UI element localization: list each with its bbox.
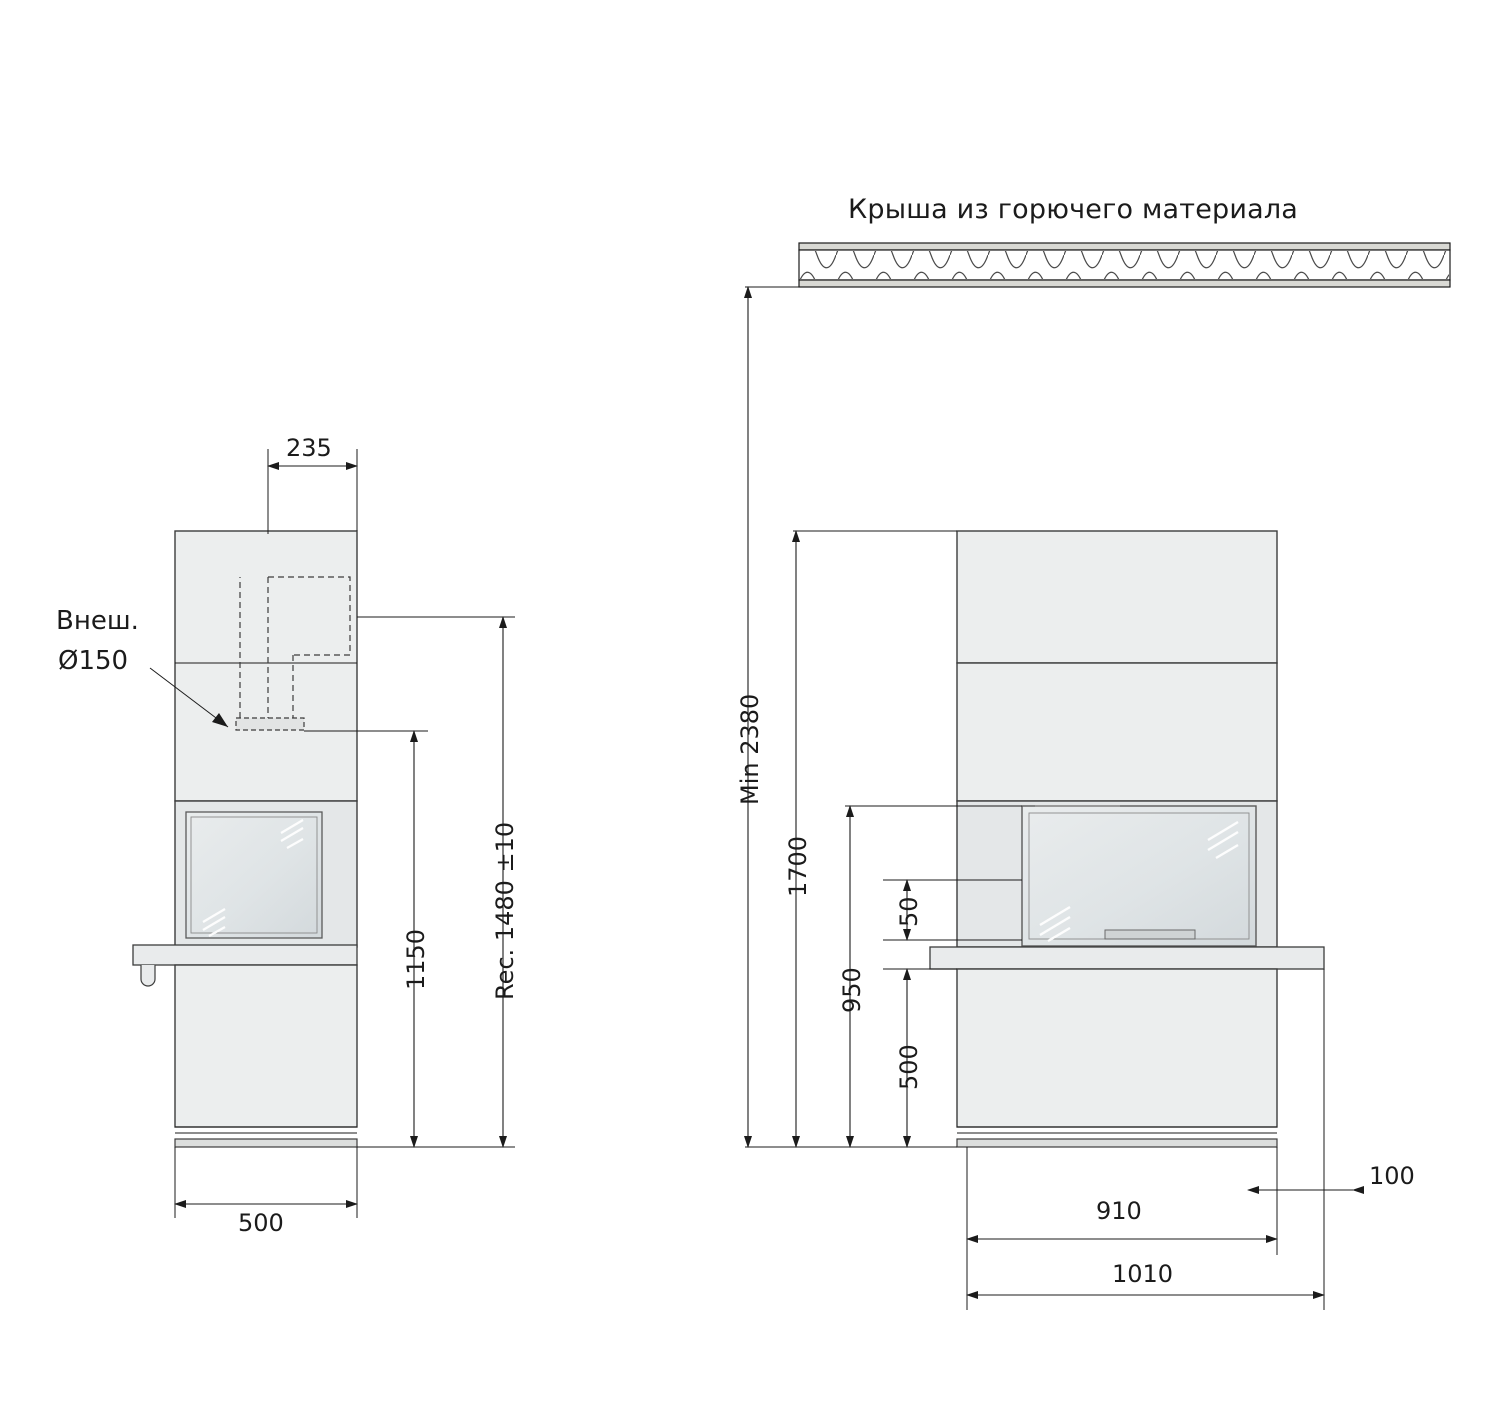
side-view-geometry xyxy=(133,531,357,1147)
dim-label-910: 910 xyxy=(1096,1197,1142,1225)
dim-label-1150: 1150 xyxy=(402,928,430,990)
dim-label-1700: 1700 xyxy=(784,835,812,897)
dim-label-235: 235 xyxy=(286,434,332,462)
roof-assembly xyxy=(799,243,1450,287)
dim-label-500-side: 500 xyxy=(238,1209,284,1237)
front-view-geometry xyxy=(930,531,1324,1147)
dim-label-950: 950 xyxy=(838,967,866,1013)
dim-label-100: 100 xyxy=(1369,1162,1415,1190)
dim-label-50: 50 xyxy=(895,896,923,927)
dim-label-rec-1480: Rec. 1480 ±10 xyxy=(491,821,519,1000)
dim-label-500-front: 500 xyxy=(895,1044,923,1090)
flue-label-line2: Ø150 xyxy=(58,646,129,676)
dim-label-1010: 1010 xyxy=(1112,1260,1174,1288)
dim-label-min-2380: Min 2380 xyxy=(736,693,764,805)
roof-title: Крыша из горючего материала xyxy=(848,194,1299,225)
flue-label-line1: Внеш. xyxy=(56,606,139,636)
